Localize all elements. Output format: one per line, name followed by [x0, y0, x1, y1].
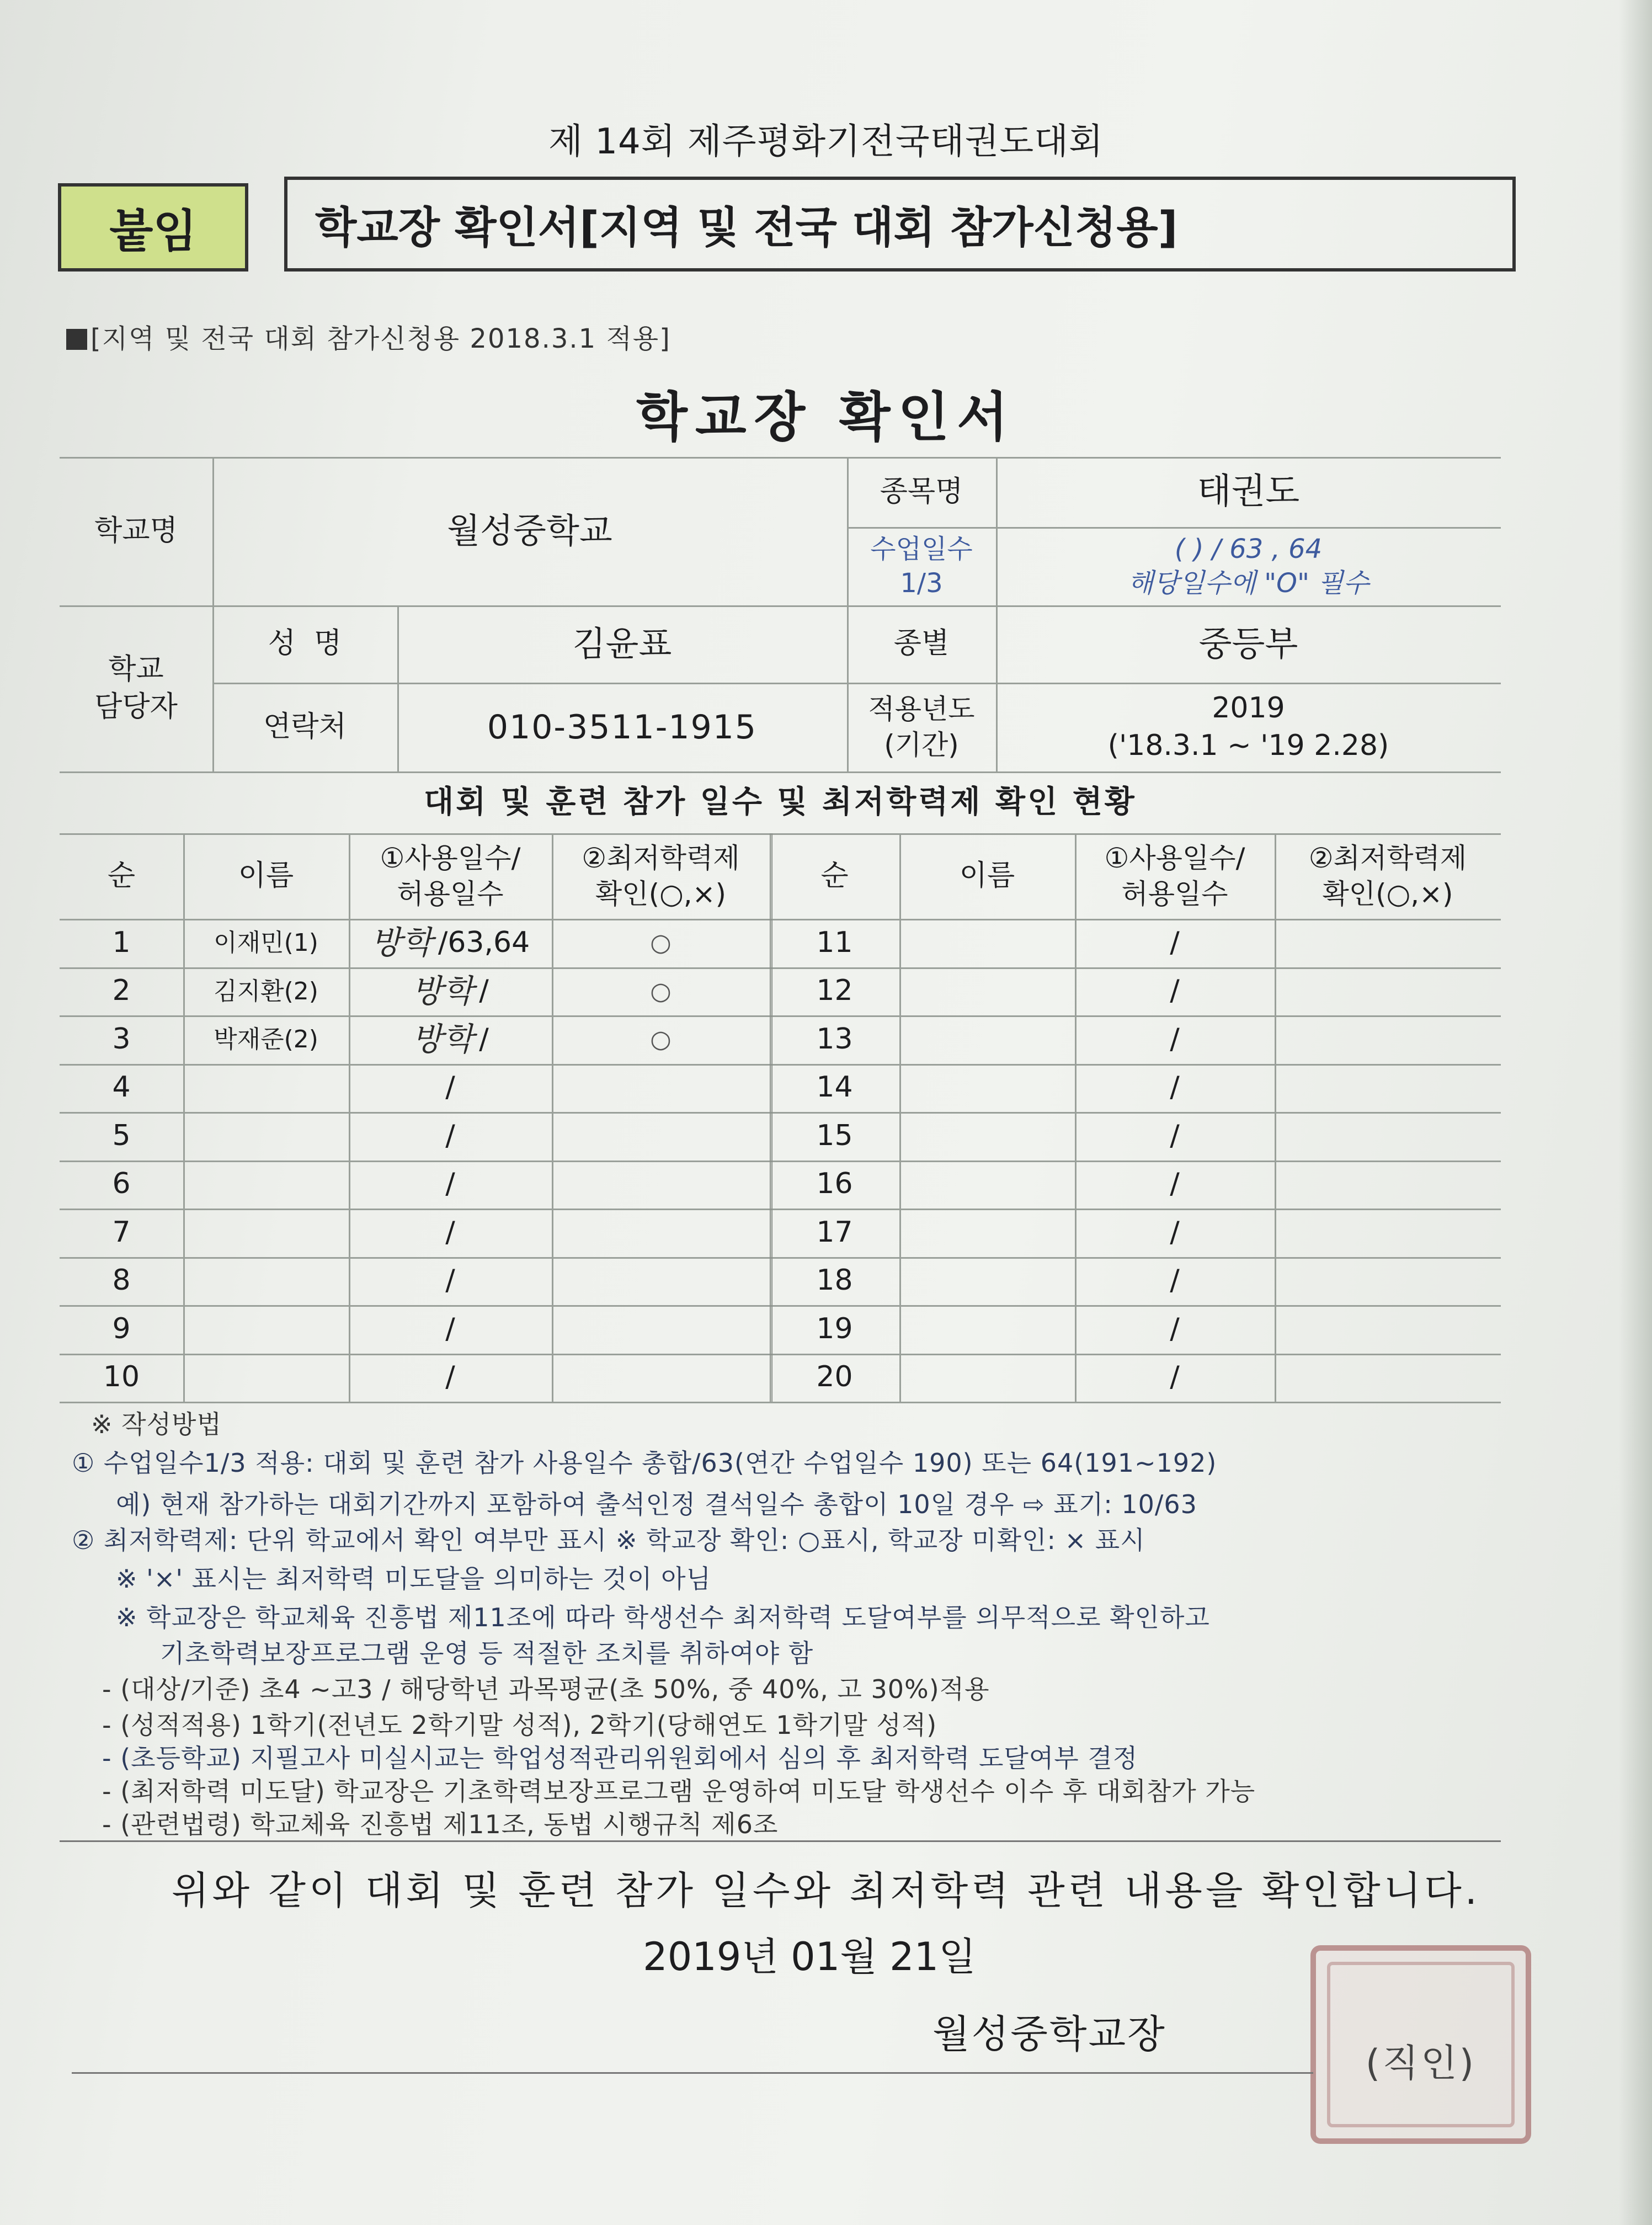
right-row-10-no: 20: [816, 1360, 853, 1394]
left-row-8-name: [183, 1257, 349, 1306]
right-row-8-days: /: [1170, 1264, 1180, 1297]
class-days-label-line1: 수업일수: [870, 533, 973, 565]
manager-label-line2: 담당자: [94, 690, 178, 723]
right-row-6-name: [899, 1161, 1075, 1209]
left-row-5-name: [183, 1112, 349, 1161]
left-row-3-check: ○: [650, 1025, 672, 1054]
left-row-4-name: [183, 1064, 349, 1112]
left-row-10-check: [552, 1354, 770, 1402]
right-row-7-name: [899, 1209, 1075, 1257]
right-row-10-days: /: [1170, 1360, 1180, 1394]
event-label: 종목명: [880, 475, 963, 508]
right-header-no: 순: [820, 859, 849, 892]
left-row-6-days: /: [445, 1167, 455, 1201]
left-row-3-no: 3: [112, 1022, 131, 1056]
left-row-7-check: [552, 1209, 770, 1257]
period-label: [847, 683, 996, 771]
left-row-4-no: 4: [112, 1071, 131, 1104]
right-header-name: 이름: [959, 859, 1015, 892]
left-row-4-days: /: [445, 1071, 455, 1104]
right-row-6-days: /: [1170, 1167, 1180, 1201]
manager-name-label: 성 명: [268, 627, 342, 661]
manager-label-line1: 학교: [108, 652, 164, 686]
left-row-2-days: 방학 /: [412, 972, 489, 1010]
left-header-check: ②최저학력제 확인(○,×): [582, 842, 740, 910]
right-header-check: ②최저학력제 확인(○,×): [1308, 842, 1467, 910]
contact-value: 010-3511-1915: [487, 707, 758, 747]
right-row-5-days: /: [1170, 1119, 1180, 1152]
period-value-line1: 2019: [1212, 691, 1285, 725]
left-row-2-name: 김지환(2): [214, 977, 318, 1005]
right-row-5-name: [899, 1112, 1075, 1161]
event-value: 태권도: [1197, 471, 1300, 512]
note-line-1: ※ 작성방법: [91, 1409, 222, 1439]
right-row-2-name: [899, 967, 1075, 1016]
left-row-10-no: 10: [103, 1360, 140, 1394]
note-line-3: 예) 현재 참가하는 대회기간까지 포함하여 출석인정 결석일수 총합이 10일 경우 ⇨ 표기: 10/63: [116, 1489, 1197, 1519]
notes-divider: [60, 1840, 1501, 1842]
left-row-7-name: [183, 1209, 349, 1257]
class-days-value: [996, 527, 1501, 605]
left-row-9-check: [552, 1305, 770, 1354]
right-header-days: ①사용일수/ 허용일수: [1104, 842, 1245, 910]
right-row-9-days: /: [1170, 1312, 1180, 1345]
left-row-9-name: [183, 1305, 349, 1354]
note-line-5: ※ '×' 표시는 최저학력 미도달을 의미하는 것이 아님: [116, 1564, 712, 1594]
left-row-9-days: /: [445, 1312, 455, 1345]
note-line-9: - (성적적용) 1학기(전년도 2학기말 성적), 2학기(당해연도 1학기말 성적): [102, 1710, 937, 1740]
principal-name: 월성중학교장: [932, 2011, 1166, 2057]
right-row-9-no: 19: [816, 1312, 853, 1345]
left-row-5-check: [552, 1112, 770, 1161]
left-row-6-name: [183, 1161, 349, 1209]
confirm-statement: 위와 같이 대회 및 훈련 참가 일수와 최저학력 관련 내용을 확인합니다.: [171, 1868, 1481, 1913]
left-row-1-no: 1: [112, 925, 131, 959]
left-header-no: 순: [107, 859, 136, 892]
right-row-8-no: 18: [816, 1264, 853, 1297]
bottom-line: [72, 2072, 1313, 2074]
right-row-3-check: [1275, 1015, 1501, 1064]
right-row-3-name: [899, 1015, 1075, 1064]
note-line-7: 기초학력보장프로그램 운영 등 적절한 조치를 취하여야 함: [160, 1638, 814, 1668]
right-row-10-name: [899, 1354, 1075, 1402]
school-name-value: 월성중학교: [447, 510, 612, 551]
left-row-10-name: [183, 1354, 349, 1402]
note-line-10: - (초등학교) 지필고사 미실시교는 학업성적관리위원회에서 심의 후 최저학력 도달여부 결정: [102, 1743, 1138, 1773]
right-row-10-check: [1275, 1354, 1501, 1402]
right-row-5-no: 15: [816, 1119, 853, 1152]
left-row-5-days: /: [445, 1119, 455, 1152]
header-title: 학교장 확인서[지역 및 전국 대회 참가신청용]: [284, 177, 1516, 272]
left-row-3-name: 박재준(2): [214, 1025, 318, 1054]
square-bullet-icon: [66, 329, 87, 350]
period-label-line1: 적용년도: [868, 693, 975, 725]
right-row-8-name: [899, 1257, 1075, 1306]
left-row-7-no: 7: [112, 1215, 131, 1249]
left-row-1-days: 방학 /63,64: [370, 924, 530, 962]
left-row-2-no: 2: [112, 974, 131, 1008]
division-label: 종별: [893, 627, 950, 661]
right-row-9-check: [1275, 1305, 1501, 1354]
right-row-4-check: [1275, 1064, 1501, 1112]
official-seal: [1310, 1945, 1531, 2144]
attachment-badge: 붙임: [58, 183, 248, 272]
confirm-date: 2019년 01월 21일: [643, 1934, 976, 1979]
right-row-1-no: 11: [816, 925, 853, 959]
contest-title: 제 14회 제주평화기전국태권도대회: [548, 121, 1104, 162]
left-row-8-days: /: [445, 1264, 455, 1297]
right-row-4-no: 14: [816, 1071, 853, 1104]
left-header-days: ①사용일수/ 허용일수: [380, 842, 521, 910]
right-row-4-name: [899, 1064, 1075, 1112]
period-value-line2: ('18.3.1 ~ '19 2.28): [1107, 728, 1389, 762]
left-row-10-days: /: [445, 1360, 455, 1394]
right-row-4-days: /: [1170, 1071, 1180, 1104]
right-row-2-no: 12: [816, 974, 853, 1008]
right-row-9-name: [899, 1305, 1075, 1354]
manager-label: [60, 605, 212, 771]
period-value: [996, 683, 1501, 771]
right-row-8-check: [1275, 1257, 1501, 1306]
note-line-11: - (최저학력 미도달) 학교장은 기초학력보장프로그램 운영하여 미도달 학생선수 이수 후 대회참가 가능: [102, 1776, 1256, 1806]
note-line-12: - (관련법령) 학교체육 진흥법 제11조, 동법 시행규칙 제6조: [102, 1809, 779, 1839]
period-label-line2: (기간): [884, 728, 959, 761]
right-row-7-check: [1275, 1209, 1501, 1257]
left-row-7-days: /: [445, 1215, 455, 1249]
right-row-2-days: /: [1170, 974, 1180, 1008]
right-row-3-no: 13: [816, 1022, 853, 1056]
seal-text: (직인): [1365, 2042, 1477, 2085]
subtitle: [66, 317, 671, 355]
left-row-9-no: 9: [112, 1312, 131, 1345]
right-row-6-no: 16: [816, 1167, 853, 1201]
left-row-8-check: [552, 1257, 770, 1306]
left-header-name: 이름: [238, 859, 294, 892]
left-row-1-name: 이재민(1): [214, 929, 318, 957]
manager-name-value: 김윤표: [572, 623, 672, 664]
left-row-2-check: ○: [650, 977, 672, 1005]
right-row-7-no: 17: [816, 1215, 853, 1249]
right-row-7-days: /: [1170, 1215, 1180, 1249]
right-row-6-check: [1275, 1161, 1501, 1209]
left-row-4-check: [552, 1064, 770, 1112]
left-row-6-no: 6: [112, 1167, 131, 1201]
note-line-2: ① 수업일수1/3 적용: 대회 및 훈련 참가 사용일수 총합/63(연간 수업일수 190) 또는 64(191~192): [72, 1448, 1217, 1478]
left-row-5-no: 5: [112, 1119, 131, 1152]
left-row-3-days: 방학 /: [412, 1020, 489, 1058]
table-rule: [60, 1402, 1501, 1403]
class-days-label-line2: 1/3: [900, 568, 943, 599]
right-row-3-days: /: [1170, 1022, 1180, 1056]
left-row-8-no: 8: [112, 1264, 131, 1297]
right-row-1-days: /: [1170, 925, 1180, 959]
subtitle-text: [지역 및 전국 대회 참가신청용 2018.3.1 적용]: [90, 323, 671, 354]
division-value: 중등부: [1198, 623, 1298, 664]
note-line-4: ② 최저학력제: 단위 학교에서 확인 여부만 표시 ※ 학교장 확인: ○표시, 학교장 미확인: × 표시: [72, 1525, 1145, 1555]
note-line-8: - (대상/기준) 초4 ~고3 / 해당학년 과목평균(초 50%, 중 40%, 고 30%)적용: [102, 1674, 990, 1704]
contact-label: 연락처: [263, 710, 347, 743]
document-title: 학교장 확인서: [636, 386, 1016, 448]
left-row-6-check: [552, 1161, 770, 1209]
school-name-label: 학교명: [94, 514, 178, 547]
left-row-1-check: ○: [650, 929, 672, 957]
right-row-5-check: [1275, 1112, 1501, 1161]
class-days-value-line1: ( ) / 63 , 64: [1174, 533, 1323, 565]
right-row-1-name: [899, 919, 1075, 967]
status-title: 대회 및 훈련 참가 일수 및 최저학력제 확인 현황: [424, 784, 1137, 820]
right-row-1-check: [1275, 919, 1501, 967]
class-days-label: [847, 527, 996, 605]
note-line-6: ※ 학교장은 학교체육 진흥법 제11조에 따라 학생선수 최저학력 도달여부를 의무적으로 확인하고: [116, 1603, 1210, 1632]
right-row-2-check: [1275, 967, 1501, 1016]
class-days-value-line2: 해당일수에 "O" 필수: [1127, 568, 1369, 599]
